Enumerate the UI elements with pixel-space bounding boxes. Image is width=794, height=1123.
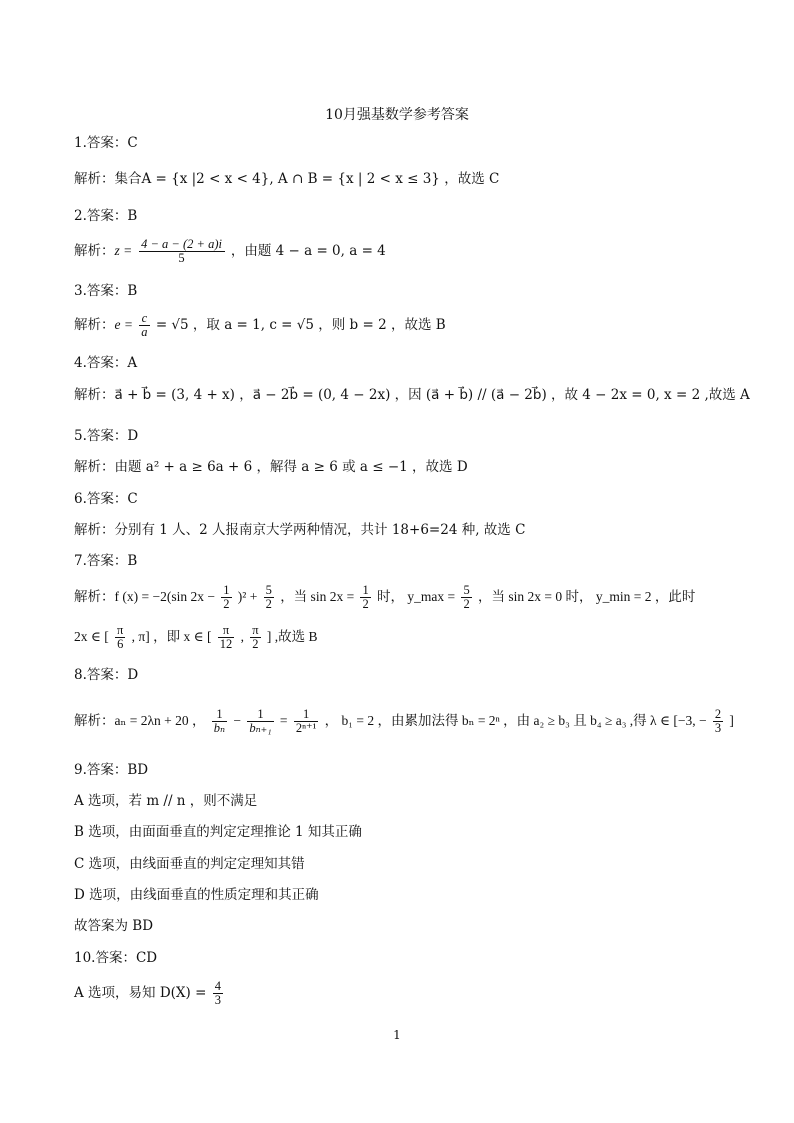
q8-eq: = xyxy=(279,713,288,728)
q7-line2-c: , xyxy=(240,629,244,644)
q7-f6-den: 12 xyxy=(219,637,233,651)
page-title: 10月强基数学参考答案 xyxy=(325,107,469,123)
q7-text-a: 解析：f (x) = −2(sin 2x − xyxy=(74,589,215,604)
q7-f4-den: 2 xyxy=(463,597,470,611)
q8-f1-num: 1 xyxy=(212,708,227,722)
q8-fraction-3 xyxy=(294,708,319,735)
q3-fraction-denominator: a xyxy=(141,325,148,339)
q7-line2-d: ] ,故选 B xyxy=(266,629,318,644)
q8-fraction-1 xyxy=(212,708,227,735)
q8-solution xyxy=(74,708,734,735)
q5-solution: 解析：由题 a² + a ≥ 6a + 6 ，解得 a ≥ 6 或 a ≤ −1 ，故选 D xyxy=(74,459,468,475)
q7-line2-a: 2x ∈ [ xyxy=(74,629,109,644)
q7-f7-den: 2 xyxy=(252,637,259,651)
q8-f4-den: 3 xyxy=(714,721,722,735)
q2-fraction-denominator: 5 xyxy=(178,251,185,265)
q8-answer: 8.答案：D xyxy=(74,667,139,683)
q7-answer: 7.答案：B xyxy=(74,553,138,569)
q10-fraction xyxy=(213,980,223,1007)
q2-fraction-numerator: 4 − a − (2 + a)i xyxy=(139,238,225,252)
q8-f2-num: 1 xyxy=(247,708,273,722)
q10-a-prefix: A 选项，易知 D(X) = xyxy=(74,985,207,1001)
q7-text-e: ，当 sin 2x = 0 时， y_min = 2 ，此时 xyxy=(477,589,696,604)
q8-f2-den: bₙ₊₁ xyxy=(249,721,272,735)
q8-fraction-2 xyxy=(247,708,273,735)
q2-answer: 2.答案：B xyxy=(74,208,138,224)
q6-answer: 6.答案：C xyxy=(74,491,138,507)
q8-f3-num: 1 xyxy=(294,708,319,722)
q3-suffix: = √5 ，取 a = 1, c = √5 ，则 b = 2 ，故选 B xyxy=(155,317,446,333)
q7-f3-den: 2 xyxy=(362,597,369,611)
q8-text-b: ， b₁ = 2 ，由累加法得 bₙ = 2ⁿ ，由 a₂ ≥ b₃ 且 b₄ ≥ a₃ ,得 λ ∈ [−3, − xyxy=(324,713,707,728)
q7-line2-b: , π] ，即 x ∈ [ xyxy=(131,629,212,644)
q3-fraction-numerator: c xyxy=(139,312,149,326)
q7-f2-den: 2 xyxy=(265,597,272,611)
q7-f3-num: 1 xyxy=(362,583,369,597)
q7-text-b: )² + xyxy=(237,589,258,604)
q8-f4-num: 2 xyxy=(714,707,722,721)
q7-solution-line1 xyxy=(74,584,695,611)
q7-fraction-7 xyxy=(250,624,260,651)
q3-answer: 3.答案：B xyxy=(74,283,138,299)
q7-fraction-3 xyxy=(360,584,370,611)
q10-answer: 10.答案：CD xyxy=(74,950,158,966)
q7-f1-num: 1 xyxy=(223,583,230,597)
q7-fraction-2 xyxy=(264,584,274,611)
q7-f5-den: 6 xyxy=(117,637,124,651)
q8-text-a: 解析：aₙ = 2λn + 20 ， xyxy=(74,713,206,728)
q3-fraction xyxy=(139,312,149,339)
q7-solution-line2 xyxy=(74,624,317,651)
q10-f-den: 3 xyxy=(214,993,221,1007)
q8-fraction-4 xyxy=(713,708,723,735)
q1-answer: 1.答案：C xyxy=(74,135,138,151)
q7-f2-num: 5 xyxy=(265,583,272,597)
q9-conclusion: 故答案为 BD xyxy=(74,918,154,934)
q2-solution xyxy=(74,238,386,265)
q1-solution: 解析：集合A = {x |2 < x < 4}, A ∩ B = {x | 2 < x ≤ 3} ，故选 C xyxy=(74,171,500,187)
q2-prefix: 解析： xyxy=(74,243,115,259)
q10-option-a xyxy=(74,980,225,1007)
q9-option-a: A 选项，若 m // n ，则不满足 xyxy=(74,793,258,809)
q2-fraction xyxy=(139,238,225,265)
q7-fraction-4 xyxy=(461,584,471,611)
q2-suffix: ，由题 4 − a = 0, a = 4 xyxy=(230,243,386,259)
q6-solution: 解析：分别有 1 人、2 人报南京大学两种情况，共计 18+6=24 种, 故选 C xyxy=(74,522,526,538)
q7-fraction-1 xyxy=(221,584,231,611)
q7-f6-num: π xyxy=(218,624,235,638)
q4-solution: 解析：a⃗ + b⃗ = (3, 4 + x) ，a⃗ − 2b⃗ = (0, 4 − 2x) ，因 (a⃗ + b⃗) // (a⃗ − 2b⃗) ，故 4 − 2x = 0, x = 2 ,故选 A xyxy=(74,387,750,403)
q7-text-c: ，当 sin 2x = xyxy=(280,589,355,604)
q3-solution xyxy=(74,312,446,339)
q7-f1-den: 2 xyxy=(223,597,230,611)
q2-lhs: z = xyxy=(114,243,133,258)
q9-option-b: B 选项，由面面垂直的判定定理推论 1 知其正确 xyxy=(74,824,362,840)
q8-f1-den: bₙ xyxy=(213,721,226,735)
q8-minus: − xyxy=(233,713,242,728)
q7-fraction-6 xyxy=(218,624,235,651)
page-number: 1 xyxy=(393,1028,401,1042)
q8-f3-den: 2ⁿ⁺¹ xyxy=(295,721,317,735)
q9-answer: 9.答案：BD xyxy=(74,762,149,778)
q7-f7-num: π xyxy=(252,623,259,637)
q9-option-d: D 选项，由线面垂直的性质定理和其正确 xyxy=(74,887,319,903)
q7-text-d: 时， y_max = xyxy=(377,589,456,604)
q4-answer: 4.答案：A xyxy=(74,355,138,371)
q7-f5-num: π xyxy=(117,623,124,637)
q7-f4-num: 5 xyxy=(463,583,470,597)
q9-option-c: C 选项，由线面垂直的判定定理知其错 xyxy=(74,856,305,872)
q7-fraction-5 xyxy=(115,624,125,651)
q3-lhs: e = xyxy=(114,317,133,332)
q5-answer: 5.答案：D xyxy=(74,428,139,444)
q10-f-num: 4 xyxy=(214,979,221,993)
q8-text-c: ] xyxy=(729,713,734,728)
q3-prefix: 解析： xyxy=(74,317,115,333)
